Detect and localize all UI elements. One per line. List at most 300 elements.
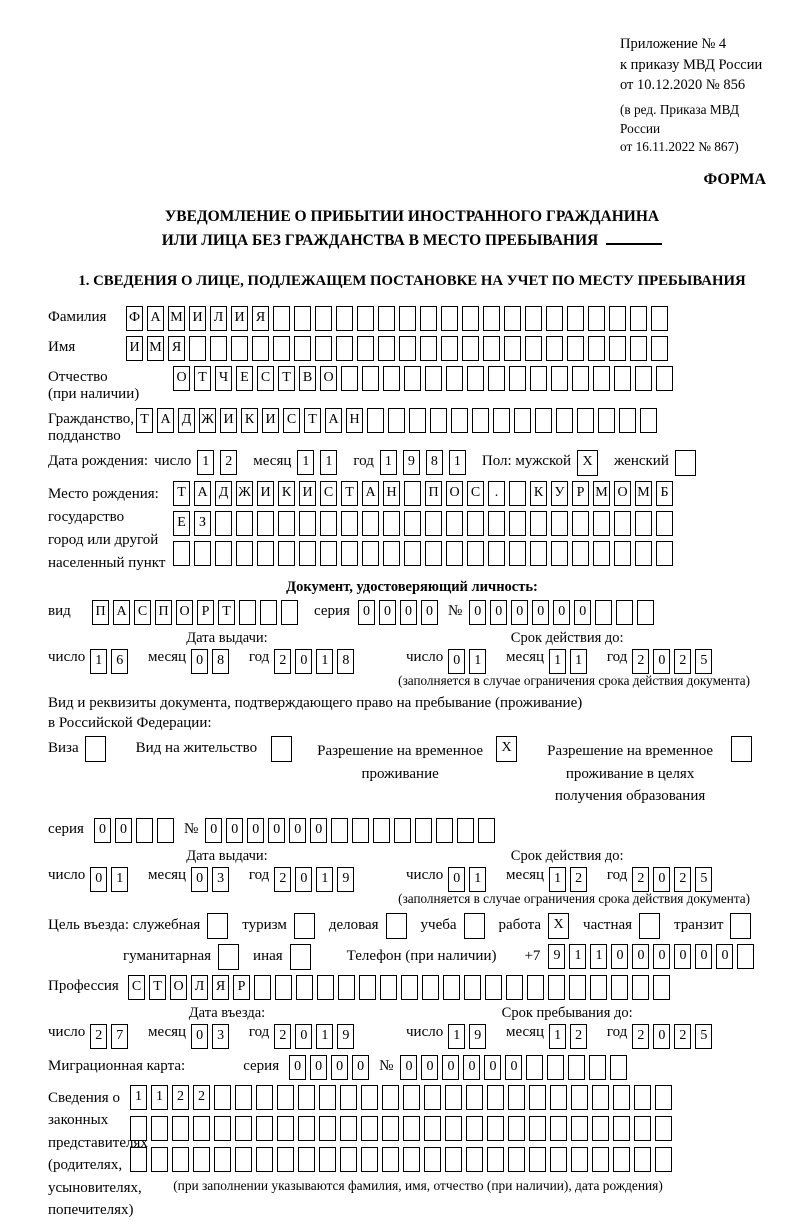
form-cell[interactable] bbox=[651, 306, 668, 331]
form-cell[interactable]: 0 bbox=[653, 1024, 670, 1049]
form-cell[interactable]: Ж bbox=[236, 481, 253, 506]
form-cell[interactable] bbox=[290, 944, 311, 970]
form-cell[interactable]: Ф bbox=[126, 306, 143, 331]
form-cell[interactable] bbox=[550, 1147, 567, 1172]
form-cell[interactable]: 9 bbox=[548, 944, 565, 969]
form-cell[interactable]: 1 bbox=[151, 1085, 168, 1110]
form-cell[interactable] bbox=[340, 1147, 357, 1172]
form-cell[interactable] bbox=[457, 818, 474, 843]
form-cell[interactable] bbox=[420, 306, 437, 331]
form-cell[interactable] bbox=[589, 1055, 606, 1080]
form-cell[interactable]: 1 bbox=[380, 450, 397, 475]
form-cell[interactable] bbox=[357, 306, 374, 331]
form-cell[interactable] bbox=[357, 336, 374, 361]
form-cell[interactable]: Т bbox=[149, 975, 166, 1000]
form-cell[interactable] bbox=[556, 408, 573, 433]
form-cell[interactable]: 0 bbox=[505, 1055, 522, 1080]
form-cell[interactable]: 8 bbox=[337, 649, 354, 674]
form-cell[interactable] bbox=[383, 366, 400, 391]
form-cell[interactable] bbox=[394, 818, 411, 843]
form-cell[interactable]: М bbox=[593, 481, 610, 506]
form-cell[interactable]: 5 bbox=[695, 649, 712, 674]
form-cell[interactable]: И bbox=[262, 408, 279, 433]
form-cell[interactable] bbox=[157, 818, 174, 843]
form-cell[interactable] bbox=[331, 818, 348, 843]
form-cell[interactable] bbox=[273, 306, 290, 331]
form-cell[interactable]: Е bbox=[236, 366, 253, 391]
form-cell[interactable] bbox=[529, 1085, 546, 1110]
form-cell[interactable]: 1 bbox=[316, 1024, 333, 1049]
form-cell[interactable] bbox=[610, 1055, 627, 1080]
form-cell[interactable] bbox=[508, 1116, 525, 1141]
form-cell[interactable]: С bbox=[134, 600, 151, 625]
form-cell[interactable] bbox=[572, 511, 589, 536]
form-cell[interactable]: К bbox=[278, 481, 295, 506]
form-cell[interactable]: 0 bbox=[295, 649, 312, 674]
form-cell[interactable] bbox=[535, 408, 552, 433]
form-cell[interactable] bbox=[530, 541, 547, 566]
form-cell[interactable] bbox=[340, 1085, 357, 1110]
form-cell[interactable]: 1 bbox=[130, 1085, 147, 1110]
form-cell[interactable] bbox=[336, 306, 353, 331]
form-cell[interactable]: 0 bbox=[532, 600, 549, 625]
form-cell[interactable]: 1 bbox=[590, 944, 607, 969]
form-cell[interactable] bbox=[130, 1116, 147, 1141]
form-cell[interactable] bbox=[278, 541, 295, 566]
form-cell[interactable] bbox=[577, 408, 594, 433]
form-cell[interactable]: 2 bbox=[274, 867, 291, 892]
form-cell[interactable]: Т bbox=[218, 600, 235, 625]
form-cell[interactable] bbox=[404, 511, 421, 536]
form-cell[interactable]: 1 bbox=[549, 649, 566, 674]
form-cell[interactable] bbox=[404, 481, 421, 506]
form-cell[interactable]: 0 bbox=[448, 867, 465, 892]
form-cell[interactable] bbox=[462, 306, 479, 331]
form-cell[interactable] bbox=[613, 1147, 630, 1172]
form-cell[interactable] bbox=[298, 1085, 315, 1110]
form-cell[interactable]: И bbox=[231, 306, 248, 331]
form-cell[interactable] bbox=[425, 511, 442, 536]
form-cell[interactable]: 0 bbox=[90, 867, 107, 892]
form-cell[interactable] bbox=[130, 1147, 147, 1172]
form-cell[interactable] bbox=[656, 366, 673, 391]
form-cell[interactable]: А bbox=[113, 600, 130, 625]
form-cell[interactable]: К bbox=[241, 408, 258, 433]
form-cell[interactable]: 2 bbox=[220, 450, 237, 475]
form-cell[interactable] bbox=[403, 1147, 420, 1172]
form-cell[interactable] bbox=[382, 1116, 399, 1141]
form-cell[interactable]: 0 bbox=[469, 600, 486, 625]
form-cell[interactable]: 1 bbox=[320, 450, 337, 475]
form-cell[interactable] bbox=[504, 306, 521, 331]
form-cell[interactable] bbox=[731, 736, 752, 762]
residence-permit-checkbox[interactable] bbox=[271, 736, 296, 762]
form-cell[interactable]: Я bbox=[168, 336, 185, 361]
form-cell[interactable] bbox=[294, 306, 311, 331]
form-cell[interactable] bbox=[382, 1147, 399, 1172]
form-cell[interactable] bbox=[215, 541, 232, 566]
form-cell[interactable] bbox=[218, 944, 239, 970]
form-cell[interactable]: . bbox=[488, 481, 505, 506]
form-cell[interactable] bbox=[592, 1116, 609, 1141]
form-cell[interactable] bbox=[361, 1147, 378, 1172]
form-cell[interactable]: 2 bbox=[193, 1085, 210, 1110]
form-cell[interactable] bbox=[527, 975, 544, 1000]
form-cell[interactable] bbox=[151, 1116, 168, 1141]
form-cell[interactable] bbox=[514, 408, 531, 433]
form-cell[interactable] bbox=[509, 511, 526, 536]
form-cell[interactable] bbox=[136, 818, 153, 843]
form-cell[interactable]: 6 bbox=[111, 649, 128, 674]
form-cell[interactable] bbox=[214, 1147, 231, 1172]
form-cell[interactable] bbox=[383, 511, 400, 536]
form-cell[interactable] bbox=[609, 336, 626, 361]
form-cell[interactable] bbox=[422, 975, 439, 1000]
form-cell[interactable] bbox=[341, 366, 358, 391]
form-cell[interactable] bbox=[639, 913, 660, 939]
form-cell[interactable] bbox=[619, 408, 636, 433]
form-cell[interactable] bbox=[508, 1147, 525, 1172]
form-cell[interactable] bbox=[403, 1085, 420, 1110]
form-cell[interactable] bbox=[635, 366, 652, 391]
form-cell[interactable]: Н bbox=[346, 408, 363, 433]
form-cell[interactable]: 0 bbox=[379, 600, 396, 625]
form-cell[interactable] bbox=[173, 541, 190, 566]
form-cell[interactable]: 2 bbox=[570, 867, 587, 892]
form-cell[interactable] bbox=[483, 336, 500, 361]
form-cell[interactable]: П bbox=[425, 481, 442, 506]
form-cell[interactable] bbox=[315, 336, 332, 361]
form-cell[interactable] bbox=[298, 1116, 315, 1141]
form-cell[interactable] bbox=[299, 511, 316, 536]
form-cell[interactable] bbox=[207, 913, 228, 939]
form-cell[interactable]: М bbox=[168, 306, 185, 331]
form-cell[interactable] bbox=[277, 1085, 294, 1110]
form-cell[interactable]: 0 bbox=[574, 600, 591, 625]
form-cell[interactable] bbox=[508, 1085, 525, 1110]
form-cell[interactable] bbox=[653, 975, 670, 1000]
form-cell[interactable] bbox=[277, 1147, 294, 1172]
form-cell[interactable] bbox=[336, 336, 353, 361]
form-cell[interactable] bbox=[239, 600, 256, 625]
form-cell[interactable] bbox=[547, 1055, 564, 1080]
form-cell[interactable] bbox=[466, 1147, 483, 1172]
form-cell[interactable] bbox=[737, 944, 754, 969]
form-cell[interactable]: 0 bbox=[205, 818, 222, 843]
form-cell[interactable]: Т bbox=[173, 481, 190, 506]
form-cell[interactable] bbox=[388, 408, 405, 433]
form-cell[interactable] bbox=[256, 1147, 273, 1172]
form-cell[interactable]: И bbox=[126, 336, 143, 361]
form-cell[interactable] bbox=[409, 408, 426, 433]
form-cell[interactable]: Н bbox=[383, 481, 400, 506]
form-cell[interactable] bbox=[551, 511, 568, 536]
form-cell[interactable] bbox=[338, 975, 355, 1000]
form-cell[interactable] bbox=[441, 336, 458, 361]
form-cell[interactable]: 0 bbox=[421, 600, 438, 625]
form-cell[interactable] bbox=[236, 541, 253, 566]
form-cell[interactable] bbox=[614, 541, 631, 566]
form-cell[interactable]: 0 bbox=[400, 1055, 417, 1080]
form-cell[interactable] bbox=[611, 975, 628, 1000]
form-cell[interactable] bbox=[215, 511, 232, 536]
form-cell[interactable]: И bbox=[220, 408, 237, 433]
form-cell[interactable] bbox=[530, 366, 547, 391]
purpose-humanitarian-checkbox[interactable] bbox=[218, 944, 243, 970]
form-cell[interactable]: 0 bbox=[268, 818, 285, 843]
form-cell[interactable]: 1 bbox=[549, 867, 566, 892]
form-cell[interactable]: 1 bbox=[90, 649, 107, 674]
form-cell[interactable]: С bbox=[257, 366, 274, 391]
form-cell[interactable] bbox=[467, 366, 484, 391]
form-cell[interactable]: 0 bbox=[484, 1055, 501, 1080]
form-cell[interactable] bbox=[593, 511, 610, 536]
form-cell[interactable] bbox=[231, 336, 248, 361]
form-cell[interactable] bbox=[362, 541, 379, 566]
form-cell[interactable]: 3 bbox=[212, 1024, 229, 1049]
form-cell[interactable]: 1 bbox=[111, 867, 128, 892]
purpose-work-checkbox[interactable] bbox=[548, 913, 573, 939]
form-cell[interactable] bbox=[656, 541, 673, 566]
form-cell[interactable] bbox=[236, 511, 253, 536]
form-cell[interactable] bbox=[299, 541, 316, 566]
purpose-transit-checkbox[interactable] bbox=[730, 913, 755, 939]
form-cell[interactable]: 0 bbox=[191, 867, 208, 892]
form-cell[interactable] bbox=[445, 1116, 462, 1141]
form-cell[interactable]: 9 bbox=[337, 867, 354, 892]
form-cell[interactable] bbox=[593, 366, 610, 391]
form-cell[interactable] bbox=[214, 1085, 231, 1110]
form-cell[interactable] bbox=[172, 1147, 189, 1172]
form-cell[interactable] bbox=[730, 913, 751, 939]
form-cell[interactable]: 0 bbox=[653, 944, 670, 969]
form-cell[interactable] bbox=[341, 511, 358, 536]
form-cell[interactable]: И bbox=[189, 306, 206, 331]
form-cell[interactable] bbox=[630, 306, 647, 331]
form-cell[interactable]: Б bbox=[656, 481, 673, 506]
form-cell[interactable]: 0 bbox=[94, 818, 111, 843]
form-cell[interactable] bbox=[441, 306, 458, 331]
form-cell[interactable]: 1 bbox=[449, 450, 466, 475]
form-cell[interactable] bbox=[466, 1085, 483, 1110]
form-cell[interactable]: Ч bbox=[215, 366, 232, 391]
form-cell[interactable]: 0 bbox=[511, 600, 528, 625]
purpose-official-checkbox[interactable] bbox=[207, 913, 232, 939]
form-cell[interactable] bbox=[655, 1147, 672, 1172]
form-cell[interactable] bbox=[551, 366, 568, 391]
form-cell[interactable]: 0 bbox=[295, 867, 312, 892]
form-cell[interactable]: П bbox=[155, 600, 172, 625]
form-cell[interactable]: 3 bbox=[212, 867, 229, 892]
form-cell[interactable]: 0 bbox=[442, 1055, 459, 1080]
form-cell[interactable]: 0 bbox=[247, 818, 264, 843]
form-cell[interactable]: 1 bbox=[570, 649, 587, 674]
form-cell[interactable] bbox=[383, 541, 400, 566]
form-cell[interactable]: 0 bbox=[653, 867, 670, 892]
form-cell[interactable] bbox=[568, 1055, 585, 1080]
form-cell[interactable] bbox=[464, 975, 481, 1000]
form-cell[interactable]: 0 bbox=[358, 600, 375, 625]
form-cell[interactable] bbox=[487, 1116, 504, 1141]
form-cell[interactable] bbox=[85, 736, 106, 762]
form-cell[interactable] bbox=[640, 408, 657, 433]
form-cell[interactable] bbox=[630, 336, 647, 361]
form-cell[interactable] bbox=[656, 511, 673, 536]
form-cell[interactable] bbox=[382, 1085, 399, 1110]
form-cell[interactable]: К bbox=[530, 481, 547, 506]
form-cell[interactable]: Т bbox=[278, 366, 295, 391]
form-cell[interactable] bbox=[352, 818, 369, 843]
form-cell[interactable]: 8 bbox=[426, 450, 443, 475]
form-cell[interactable] bbox=[193, 1116, 210, 1141]
form-cell[interactable] bbox=[317, 975, 334, 1000]
form-cell[interactable] bbox=[294, 913, 315, 939]
form-cell[interactable]: 1 bbox=[469, 867, 486, 892]
form-cell[interactable] bbox=[546, 306, 563, 331]
form-cell[interactable]: А bbox=[157, 408, 174, 433]
form-cell[interactable] bbox=[567, 336, 584, 361]
form-cell[interactable]: 2 bbox=[570, 1024, 587, 1049]
form-cell[interactable] bbox=[404, 541, 421, 566]
form-cell[interactable] bbox=[189, 336, 206, 361]
form-cell[interactable]: 2 bbox=[674, 1024, 691, 1049]
form-cell[interactable] bbox=[425, 541, 442, 566]
form-cell[interactable] bbox=[546, 336, 563, 361]
purpose-tourism-checkbox[interactable] bbox=[294, 913, 319, 939]
form-cell[interactable] bbox=[424, 1085, 441, 1110]
form-cell[interactable] bbox=[281, 600, 298, 625]
form-cell[interactable] bbox=[399, 306, 416, 331]
form-cell[interactable]: Т bbox=[194, 366, 211, 391]
form-cell[interactable] bbox=[504, 336, 521, 361]
form-cell[interactable]: Ж bbox=[199, 408, 216, 433]
form-cell[interactable]: С bbox=[283, 408, 300, 433]
form-cell[interactable]: 0 bbox=[421, 1055, 438, 1080]
form-cell[interactable] bbox=[478, 818, 495, 843]
form-cell[interactable]: О bbox=[320, 366, 337, 391]
form-cell[interactable]: И bbox=[299, 481, 316, 506]
male-checkbox[interactable] bbox=[577, 450, 604, 476]
form-cell[interactable] bbox=[430, 408, 447, 433]
form-cell[interactable] bbox=[296, 975, 313, 1000]
form-cell[interactable] bbox=[341, 541, 358, 566]
form-cell[interactable]: 1 bbox=[569, 944, 586, 969]
form-cell[interactable] bbox=[550, 1085, 567, 1110]
form-cell[interactable]: Р bbox=[233, 975, 250, 1000]
form-cell[interactable]: О bbox=[614, 481, 631, 506]
form-cell[interactable] bbox=[277, 1116, 294, 1141]
form-cell[interactable]: З bbox=[194, 511, 211, 536]
form-cell[interactable]: А bbox=[325, 408, 342, 433]
form-cell[interactable] bbox=[340, 1116, 357, 1141]
form-cell[interactable] bbox=[424, 1116, 441, 1141]
form-cell[interactable]: М bbox=[147, 336, 164, 361]
form-cell[interactable]: 2 bbox=[274, 1024, 291, 1049]
form-cell[interactable]: Л bbox=[191, 975, 208, 1000]
form-cell[interactable]: 1 bbox=[197, 450, 214, 475]
form-cell[interactable] bbox=[210, 336, 227, 361]
form-cell[interactable] bbox=[635, 541, 652, 566]
form-cell[interactable]: 0 bbox=[191, 649, 208, 674]
form-cell[interactable] bbox=[472, 408, 489, 433]
form-cell[interactable] bbox=[194, 541, 211, 566]
form-cell[interactable] bbox=[634, 1116, 651, 1141]
form-cell[interactable] bbox=[464, 913, 485, 939]
form-cell[interactable] bbox=[614, 511, 631, 536]
form-cell[interactable]: 1 bbox=[469, 649, 486, 674]
form-cell[interactable] bbox=[525, 306, 542, 331]
form-cell[interactable]: 1 bbox=[316, 649, 333, 674]
form-cell[interactable] bbox=[319, 1147, 336, 1172]
form-cell[interactable]: 2 bbox=[674, 649, 691, 674]
form-cell[interactable]: С bbox=[128, 975, 145, 1000]
form-cell[interactable]: С bbox=[467, 481, 484, 506]
form-cell[interactable] bbox=[443, 975, 460, 1000]
form-cell[interactable] bbox=[361, 1085, 378, 1110]
form-cell[interactable]: 0 bbox=[310, 818, 327, 843]
form-cell[interactable] bbox=[252, 336, 269, 361]
form-cell[interactable] bbox=[572, 541, 589, 566]
form-cell[interactable]: X bbox=[548, 913, 569, 939]
form-cell[interactable] bbox=[436, 818, 453, 843]
form-cell[interactable]: 2 bbox=[274, 649, 291, 674]
form-cell[interactable]: П bbox=[92, 600, 109, 625]
form-cell[interactable]: В bbox=[299, 366, 316, 391]
form-cell[interactable] bbox=[278, 511, 295, 536]
form-cell[interactable] bbox=[315, 306, 332, 331]
form-cell[interactable] bbox=[614, 366, 631, 391]
form-cell[interactable] bbox=[550, 1116, 567, 1141]
form-cell[interactable] bbox=[530, 511, 547, 536]
form-cell[interactable] bbox=[362, 366, 379, 391]
form-cell[interactable]: Л bbox=[210, 306, 227, 331]
form-cell[interactable] bbox=[655, 1116, 672, 1141]
temp-permit-edu-checkbox[interactable] bbox=[731, 736, 756, 762]
form-cell[interactable] bbox=[571, 1147, 588, 1172]
form-cell[interactable] bbox=[462, 336, 479, 361]
form-cell[interactable]: А bbox=[194, 481, 211, 506]
form-cell[interactable] bbox=[320, 541, 337, 566]
form-cell[interactable] bbox=[446, 511, 463, 536]
form-cell[interactable]: 9 bbox=[403, 450, 420, 475]
form-cell[interactable] bbox=[509, 366, 526, 391]
form-cell[interactable] bbox=[569, 975, 586, 1000]
form-cell[interactable] bbox=[380, 975, 397, 1000]
form-cell[interactable] bbox=[235, 1116, 252, 1141]
purpose-business-checkbox[interactable] bbox=[386, 913, 411, 939]
form-cell[interactable] bbox=[635, 511, 652, 536]
form-cell[interactable] bbox=[445, 1085, 462, 1110]
form-cell[interactable] bbox=[257, 541, 274, 566]
form-cell[interactable] bbox=[401, 975, 418, 1000]
form-cell[interactable] bbox=[488, 511, 505, 536]
form-cell[interactable] bbox=[378, 306, 395, 331]
form-cell[interactable]: 7 bbox=[111, 1024, 128, 1049]
form-cell[interactable] bbox=[403, 1116, 420, 1141]
form-cell[interactable] bbox=[467, 511, 484, 536]
form-cell[interactable] bbox=[320, 511, 337, 536]
form-cell[interactable] bbox=[493, 408, 510, 433]
form-cell[interactable] bbox=[675, 450, 696, 476]
form-cell[interactable] bbox=[424, 1147, 441, 1172]
form-cell[interactable] bbox=[598, 408, 615, 433]
form-cell[interactable] bbox=[634, 1147, 651, 1172]
form-cell[interactable]: 0 bbox=[695, 944, 712, 969]
form-cell[interactable]: 0 bbox=[289, 818, 306, 843]
purpose-other-checkbox[interactable] bbox=[290, 944, 315, 970]
form-cell[interactable]: Я bbox=[252, 306, 269, 331]
form-cell[interactable]: 0 bbox=[191, 1024, 208, 1049]
